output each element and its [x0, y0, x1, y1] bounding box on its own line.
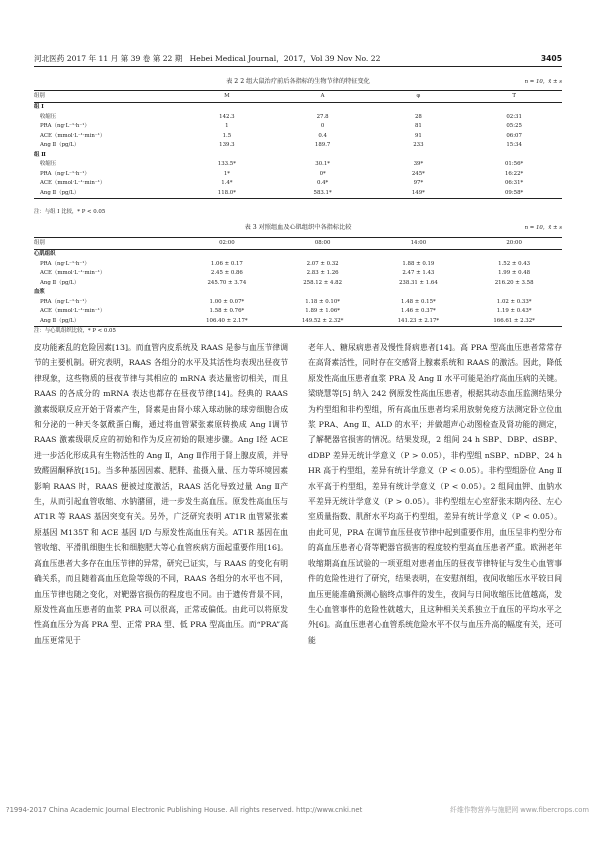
- table3-cell: PRA（ng·L⁻¹·h⁻¹）: [40, 260, 90, 267]
- table2-column-header: φ: [371, 91, 467, 103]
- table2-cell: PRA（ng·L⁻¹·h⁻¹）: [40, 123, 90, 129]
- table2-caption-row: [34, 76, 562, 88]
- table3-column-header: 14:00: [371, 238, 467, 250]
- journal-title: [34, 53, 380, 65]
- table2-cell: [371, 151, 467, 161]
- table3-cell: 心肌组织: [34, 251, 56, 257]
- table3-cell: ACE（mmol·L⁻¹·min⁻¹）: [40, 270, 106, 276]
- table3-cell: ACE（mmol·L⁻¹·min⁻¹）: [40, 308, 106, 314]
- header-rule: [34, 66, 562, 67]
- table3-note: 注：与心肌组织比较，* P < 0.05: [34, 328, 116, 334]
- table3-cell: 216.20 ± 3.58: [494, 279, 534, 286]
- table2-cell: ACE（mmol·L⁻¹·min⁻¹）: [40, 132, 106, 139]
- table2-row: [34, 189, 562, 199]
- table3-cell: 2.47 ± 1.43: [402, 270, 435, 276]
- body-column-right: [308, 340, 562, 792]
- table2-row: [34, 132, 562, 142]
- table3-row: [34, 317, 562, 327]
- copyright-line: ?1994-2017 China Academic Journal Electronic Publishing House. All rights reserved. http://www.cnki.net: [6, 806, 363, 814]
- table2-cell: 233: [413, 142, 424, 148]
- table3-row: [34, 269, 562, 279]
- table2-cell: [371, 103, 467, 113]
- table3-cell: [179, 288, 275, 298]
- table3-cell: 1.02 ± 0.33*: [496, 298, 532, 305]
- table2-column-header: T: [466, 91, 562, 103]
- table3-column-header: 08:00: [275, 238, 371, 250]
- table2-cell: PRA（ng·L⁻¹·h⁻¹）: [40, 170, 90, 177]
- table2-cell: 139.3: [219, 142, 235, 148]
- table3-cell: 258.12 ± 4.82: [303, 279, 343, 286]
- table2-cell: 245*: [411, 170, 425, 177]
- table2-group-row: [34, 151, 562, 161]
- table3-cell: [466, 250, 562, 260]
- table2-column-header: 组别: [34, 91, 179, 103]
- table2-row: [34, 160, 562, 170]
- table2-cell: 0*: [319, 170, 326, 177]
- table3-column-header: 20:00: [466, 238, 562, 250]
- table2-cell: 583.1*: [275, 189, 371, 199]
- table2-cell: 189.7: [314, 142, 331, 148]
- table3-cell: 166.61 ± 2.32*: [466, 317, 562, 327]
- page-number: 3405: [540, 54, 562, 63]
- table3-cell: 1.46 ± 0.37*: [401, 308, 436, 314]
- table2-cell: [466, 103, 562, 113]
- table2-cell: 组 Ⅱ: [34, 151, 46, 158]
- table2-cell: 16:22*: [505, 170, 524, 177]
- table3-cell: [371, 288, 467, 298]
- table2-cell: 81: [414, 123, 422, 129]
- table3-cell: 2.45 ± 0.86: [210, 270, 243, 276]
- table2-cell: 118.0*: [179, 189, 275, 199]
- table2-cell: 149*: [371, 189, 467, 199]
- table3-cell: 2.07 ± 0.32: [306, 260, 339, 267]
- table3-caption: 表 3 对照组血及心肌组织中各指标比较: [244, 224, 352, 231]
- table2-group-row: [34, 103, 562, 113]
- table2-cell: 133.5*: [217, 161, 236, 167]
- body-paragraph-left: 皮功能紊乱的危险因素[13]。而血管内皮系统及 RAAS 是参与血压节律调节的主要机制。研究表明，RAAS 各组分的水平及其活性均表现出昼夜节律现象，这些物质的昼夜节律与其相应的 mRNA 表达量密切相关，而且 RAAS 的各成分的 mRNA 表达也都存在昼夜节律[14]。经典的 RAAS 激素级联反应开始于肾素产生，肾素是由肾小球入球动脉的球旁细胞合成和分泌的一种天冬氨酰蛋白酶，通过将血管紧张素原转换成 Ang Ⅰ调节 RAAS 激素级联反应的初始和作为反应初始的限速步骤。Ang Ⅰ经 ACE 进一步活化形成具有生物活性的 Ang Ⅱ，Ang Ⅱ作用于肾上腺皮质，并导致醛固酮释放[15]。当多种基因因素、肥胖、盐摄入量、压力等环境因素影响 RAAS 时，RAAS 便被过度激活，RAAS 活化导致过量 Ang Ⅱ产生，从而引起血管收缩、水钠潴留，进一步发生高血压。原发性高血压与 AT1R 等 RAAS 基因突变有关。另外，广泛研究表明 AT1R 血管紧张素原基因 M135T 和 ACE 基因 I/D 与原发性高血压有关。AT1R 基因在血管收缩、平滑肌细胞生长和细胞肥大等心血管疾病方面起重要作用[16]。高血压患者大多存在血压节律的异常，研究已证实，与 RAAS 的变化有明确关系，而且随着高血压危险等级的不同，RAAS 各组分的水平也不同，血压节律也随之变化，对靶器官损伤的程度也不同。由于遗传背景不同，原发性高血压患者的血浆 PRA 可以很高，正常或偏低。由此可以将原发性高血压分为高 PRA 型、正常 PRA 型、低 PRA 型高血压。而“PRA”高血压更常见于: [34, 343, 288, 645]
- table2-cell: [275, 103, 371, 113]
- table3-cell: [466, 288, 562, 298]
- table3-cell: 149.52 ± 2.32*: [275, 317, 371, 327]
- table3-cell: 1.89 ± 1.06*: [305, 308, 340, 314]
- journal-title-en: Hebei Medical Journal，2017，Vol 39 Nov No. 22: [189, 54, 381, 63]
- table2-row: [34, 170, 562, 180]
- table3-cell: 2.83 ± 1.26: [306, 270, 339, 276]
- table3-cell: [179, 250, 275, 260]
- table3-cell: PRA（ng·L⁻¹·h⁻¹）: [40, 298, 90, 305]
- table3-cell: Ang Ⅱ（pg/L）: [40, 279, 80, 286]
- table2-note: 注：与组 Ⅰ 比较，* P < 0.05: [34, 209, 106, 215]
- table2: [34, 90, 562, 199]
- table2-column-header: M: [179, 91, 275, 103]
- table3-cell: 1.00 ± 0.07*: [209, 298, 245, 305]
- watermark-text: 纤维作物营养与施肥网 www.fibercrops.com: [450, 806, 589, 814]
- table3-row: [34, 298, 562, 308]
- table2-cell: 09:58*: [466, 189, 562, 199]
- body-column-left: [34, 340, 288, 792]
- table2-row: [34, 113, 562, 123]
- table3-cell: Ang Ⅱ（pg/L）: [34, 317, 179, 327]
- table3-unit: n = 10，x̄ ± s: [524, 225, 562, 231]
- table2-cell: 02:31: [506, 113, 522, 120]
- table2-cell: ACE（mmol·L⁻¹·min⁻¹）: [40, 180, 106, 186]
- table2-cell: 27.8: [316, 113, 329, 120]
- table3-group-row: [34, 250, 562, 260]
- table2-cell: 06:07: [506, 132, 522, 139]
- table3-cell: [275, 250, 371, 260]
- table2-cell: 组 Ⅰ: [34, 104, 44, 110]
- table3-group-row: [34, 288, 562, 298]
- table3-cell: 1.19 ± 0.43*: [496, 308, 532, 314]
- table2-cell: Ang Ⅱ（pg/L）: [34, 189, 179, 199]
- table2-cell: 91: [414, 132, 422, 139]
- table2-cell: 1: [225, 123, 229, 129]
- table2-cell: 28: [414, 113, 422, 120]
- table2-cell: 1.5: [222, 132, 232, 139]
- table2-cell: 142.3: [219, 113, 235, 120]
- table3-cell: 1.52 ± 0.43: [498, 260, 531, 267]
- table2-cell: [466, 151, 562, 161]
- table2-cell: 收缩压: [40, 113, 57, 120]
- table3-cell: 106.40 ± 2.17*: [179, 317, 275, 327]
- table2-cell: [179, 151, 275, 161]
- table2-cell: Ang Ⅱ（pg/L）: [40, 142, 80, 148]
- page-footer: [6, 805, 589, 816]
- table3-cell: 245.70 ± 3.74: [207, 279, 247, 286]
- table3-row: [34, 307, 562, 317]
- table2-cell: 39*: [413, 161, 424, 167]
- table3-cell: 1.58 ± 0.76*: [209, 308, 245, 314]
- table3-caption-row: [34, 222, 562, 234]
- table2-cell: [275, 151, 371, 161]
- table3: [34, 237, 562, 327]
- table3-cell: 1.99 ± 0.48: [498, 270, 531, 276]
- table3-row: [34, 279, 562, 289]
- table2-row: [34, 179, 562, 189]
- table3-column-header: 组别: [34, 238, 179, 250]
- table2-column-header: A: [275, 91, 371, 103]
- table3-row: [34, 260, 562, 270]
- table3-cell: 1.48 ± 0.15*: [401, 298, 436, 305]
- body-paragraph-right: 老年人、糖尿病患者及慢性肾病患者[14]。高 PRA 型高血压患者常常存在高肾素活性，同时存在交感肾上腺素系统和 RAAS 的激活。因此，降低原发性高血压患者血浆 PRA 及 Ang Ⅱ 水平可能是治疗高血压病的关键。梁晓慧等[5] 纳入 242 例原发性高血压患者，根据其动态血压监测结果分为杓型组和非杓型组，所有高血压患者均采用放射免疫方法测定卧立位血浆 PRA、Ang Ⅱ、ALD 的水平；并做超声心动图检查及肾功能的测定，了解靶器官损害的情况。结果发现，2 组间 24 h SBP、DBP、dSBP、dDBP 差异无统计学意义（P > 0.05），非杓型组 nSBP、nDBP、24 h HR 高于杓型组，差异有统计学意义（P < 0.05）。非杓型组卧位 Ang Ⅱ 水平高于杓型组，差异有统计学意义（P < 0.05）。2 组间血钾、血钠水平差异无统计学意义（P > 0.05）。非杓型组左心室舒张末期内径、左心室质量指数、肌酐水平均高于杓型组，差异有统计学意义（P < 0.05）。由此可见，PRA 在调节血压昼夜节律中起到重要作用，血压呈非杓型分布的高血压患者心肾等靶器官损害的程度较杓型高血压患者严重。欧洲老年收缩期高血压试验的一项亚组对患者血压的昼夜节律特征与发生心血管事件的危险性进行了研究，结果表明，在安慰剂组，夜间收缩压水平较日间血压更能准确预测心脑终点事件的发生，夜间与日间收缩压比值越高，发生心血管事件的危险性就越大，且这种相关关系独立于血压的平均水平之外[6]。高血压患者心血管系统危险水平不仅与血压升高的幅度有关，还可能: [308, 343, 562, 645]
- journal-title-cn: 河北医药 2017 年 11 月 第 39 卷 第 22 期: [34, 54, 183, 63]
- table3-cell: 1.06 ± 0.17: [210, 260, 243, 267]
- table2-cell: 1*: [223, 170, 230, 177]
- table3-cell: 141.23 ± 2.17*: [371, 317, 467, 327]
- table3-cell: 1.88 ± 0.19: [402, 260, 435, 267]
- table2-cell: 1.4*: [221, 180, 233, 186]
- table2-row: [34, 122, 562, 132]
- table3-cell: 238.31 ± 1.64: [398, 279, 438, 286]
- table2-cell: 15:34: [506, 142, 522, 148]
- table3-cell: [275, 288, 371, 298]
- table2-cell: 收缩压: [40, 161, 57, 167]
- table2-cell: 97*: [413, 180, 424, 186]
- table3-column-header: 02:00: [179, 238, 275, 250]
- table3-cell: [371, 250, 467, 260]
- table2-header-row: [34, 91, 562, 103]
- table2-caption: 表 2 2 组大鼠治疗前后各指标的生物节律的特征变化: [226, 78, 370, 85]
- table2-cell: 0.4: [318, 132, 327, 139]
- table2-row: [34, 141, 562, 151]
- table2-cell: 0.4*: [316, 180, 329, 186]
- table2-cell: 0: [320, 123, 325, 129]
- running-header: [34, 53, 562, 65]
- table2-unit: n = 10，x̄ ± s: [524, 79, 562, 85]
- table2-cell: 30.1*: [315, 161, 330, 167]
- table2-cell: [179, 103, 275, 113]
- table2-cell: 01:56*: [505, 161, 524, 167]
- table3-header-row: [34, 238, 562, 250]
- table2-cell: 06:31*: [505, 180, 524, 186]
- table2-cell: 05:25: [506, 123, 522, 129]
- table3-cell: 1.18 ± 0.10*: [305, 298, 340, 305]
- table3-cell: 血浆: [34, 289, 45, 295]
